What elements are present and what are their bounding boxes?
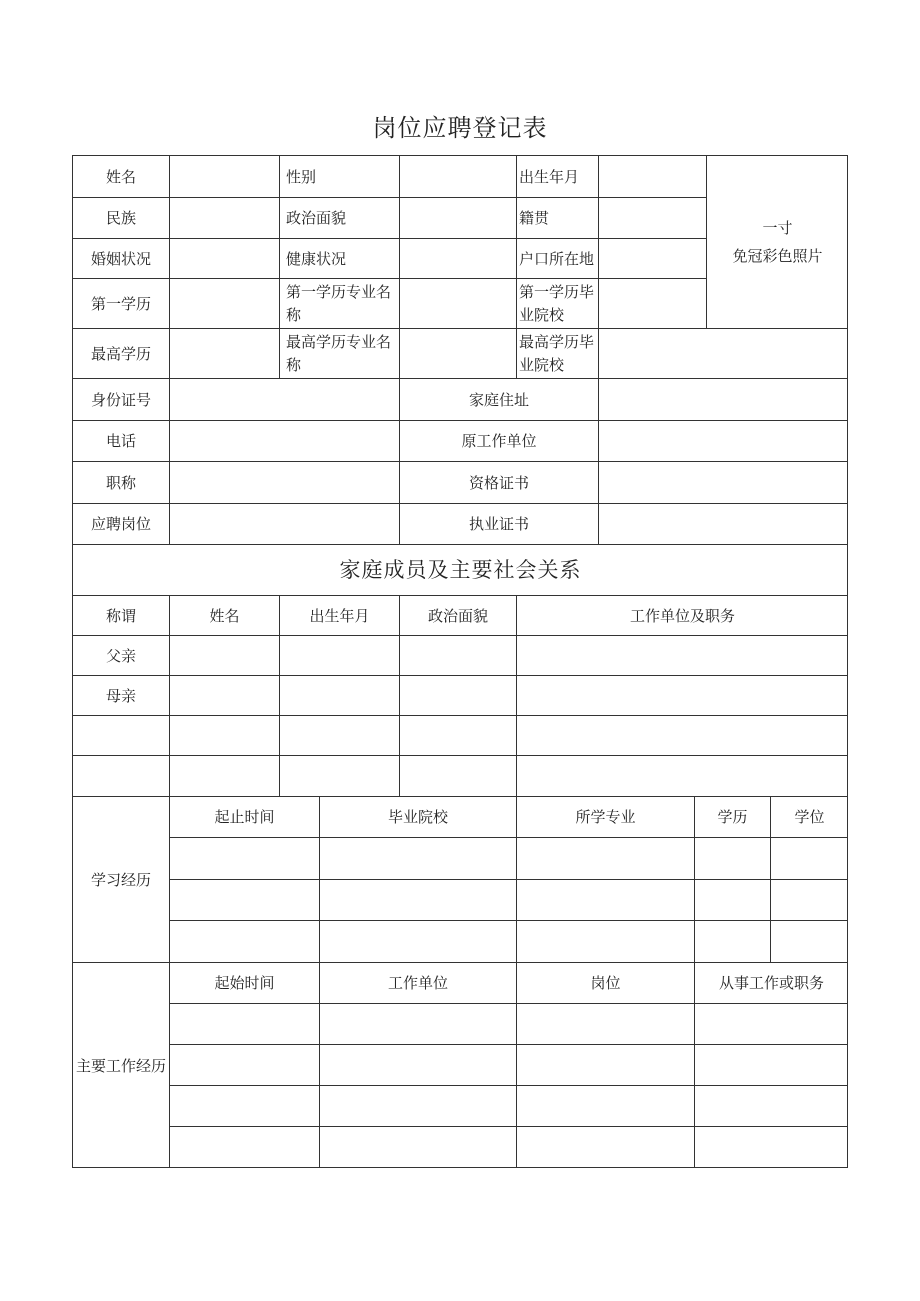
edu-cell[interactable] [169,879,319,920]
edu-cell[interactable] [770,879,848,920]
work-cell[interactable] [516,1126,694,1168]
label-home-address: 家庭住址 [399,378,598,420]
input-job-title[interactable] [169,461,399,503]
work-cell[interactable] [319,1085,516,1126]
edu-col-major: 所学专业 [516,796,694,837]
family-cell[interactable] [516,755,848,796]
input-highest-school[interactable] [598,328,848,378]
work-col-employer: 工作单位 [319,962,516,1003]
work-cell[interactable] [169,1085,319,1126]
input-home-address[interactable] [598,378,848,420]
edu-cell[interactable] [169,837,319,879]
input-birth[interactable] [598,155,706,197]
input-marital-status[interactable] [169,238,279,278]
edu-cell[interactable] [516,837,694,879]
label-name: 姓名 [72,155,169,197]
family-col-political: 政治面貌 [399,595,516,635]
work-col-post: 岗位 [516,962,694,1003]
family-cell[interactable] [279,635,399,675]
input-phone[interactable] [169,420,399,461]
work-cell[interactable] [319,1044,516,1085]
label-first-school: 第一学历毕业院校 [516,278,598,328]
input-native-place[interactable] [598,197,706,238]
label-birth: 出生年月 [516,155,598,197]
family-cell[interactable] [399,715,516,755]
family-row-relation: 母亲 [72,675,169,715]
label-hukou: 户口所在地 [516,238,598,278]
photo-area[interactable] [706,155,848,328]
family-cell[interactable] [279,675,399,715]
family-cell[interactable] [516,715,848,755]
family-col-employer: 工作单位及职务 [516,595,848,635]
label-position: 应聘岗位 [72,503,169,544]
family-cell[interactable] [169,635,279,675]
input-hukou[interactable] [598,238,706,278]
edu-cell[interactable] [319,920,516,962]
edu-cell[interactable] [694,879,770,920]
photo-requirement-text: 免冠彩色照片 [732,247,823,265]
edu-col-academic-degree: 学位 [770,796,848,837]
family-cell[interactable] [279,755,399,796]
family-cell[interactable] [169,715,279,755]
input-political-status[interactable] [399,197,516,238]
work-col-duty: 从事工作或职务 [694,962,848,1003]
family-col-name: 姓名 [169,595,279,635]
label-highest-major: 最高学历专业名称 [279,328,399,378]
edu-cell[interactable] [169,920,319,962]
family-row-relation: 父亲 [72,635,169,675]
photo-size-text: 一寸 [762,219,793,237]
label-practice-cert: 执业证书 [399,503,598,544]
family-col-birth: 出生年月 [279,595,399,635]
input-gender[interactable] [399,155,516,197]
family-cell[interactable] [169,675,279,715]
family-cell[interactable] [399,755,516,796]
label-phone: 电话 [72,420,169,461]
family-cell[interactable] [516,675,848,715]
work-cell[interactable] [516,1003,694,1044]
family-cell[interactable] [516,635,848,675]
label-id-number: 身份证号 [72,378,169,420]
work-cell[interactable] [516,1044,694,1085]
edu-cell[interactable] [770,920,848,962]
edu-cell[interactable] [319,879,516,920]
work-cell[interactable] [694,1003,848,1044]
work-cell[interactable] [694,1126,848,1168]
input-practice-cert[interactable] [598,503,848,544]
work-cell[interactable] [169,1003,319,1044]
input-first-degree[interactable] [169,278,279,328]
label-first-degree: 第一学历 [72,278,169,328]
edu-col-degree: 学历 [694,796,770,837]
label-job-title: 职称 [72,461,169,503]
work-cell[interactable] [694,1044,848,1085]
work-cell[interactable] [694,1085,848,1126]
edu-col-period: 起止时间 [169,796,319,837]
family-row-relation[interactable] [72,715,169,755]
work-cell[interactable] [169,1044,319,1085]
registration-form [72,155,848,1168]
label-highest-school: 最高学历毕业院校 [516,328,598,378]
education-section-label: 学习经历 [72,796,169,962]
input-health[interactable] [399,238,516,278]
label-highest-degree: 最高学历 [72,328,169,378]
family-cell[interactable] [279,715,399,755]
input-highest-major[interactable] [399,328,516,378]
label-native-place: 籍贯 [516,197,598,238]
input-highest-degree[interactable] [169,328,279,378]
label-ethnicity: 民族 [72,197,169,238]
edu-cell[interactable] [516,879,694,920]
input-position[interactable] [169,503,399,544]
edu-col-school: 毕业院校 [319,796,516,837]
label-first-major: 第一学历专业名称 [279,278,399,328]
family-cell[interactable] [399,675,516,715]
input-prev-employer[interactable] [598,420,848,461]
label-marital-status: 婚姻状况 [72,238,169,278]
work-section-label: 主要工作经历 [72,962,169,1168]
edu-cell[interactable] [694,837,770,879]
label-health: 健康状况 [279,238,399,278]
edu-cell[interactable] [516,920,694,962]
family-cell[interactable] [399,635,516,675]
family-row-relation[interactable] [72,755,169,796]
family-section-heading: 家庭成员及主要社会关系 [72,544,848,595]
family-cell[interactable] [169,755,279,796]
work-cell[interactable] [319,1126,516,1168]
input-ethnicity[interactable] [169,197,279,238]
work-cell[interactable] [169,1126,319,1168]
work-col-start: 起始时间 [169,962,319,1003]
label-political-status: 政治面貌 [279,197,399,238]
input-id-number[interactable] [169,378,399,420]
label-prev-employer: 原工作单位 [399,420,598,461]
input-first-school[interactable] [598,278,706,328]
label-qualification: 资格证书 [399,461,598,503]
form-title: 岗位应聘登记表 [372,114,548,142]
input-name[interactable] [169,155,279,197]
work-cell[interactable] [319,1003,516,1044]
input-first-major[interactable] [399,278,516,328]
work-cell[interactable] [516,1085,694,1126]
input-qualification[interactable] [598,461,848,503]
family-col-relation: 称谓 [72,595,169,635]
edu-cell[interactable] [319,837,516,879]
label-gender: 性别 [279,155,399,197]
edu-cell[interactable] [770,837,848,879]
edu-cell[interactable] [694,920,770,962]
